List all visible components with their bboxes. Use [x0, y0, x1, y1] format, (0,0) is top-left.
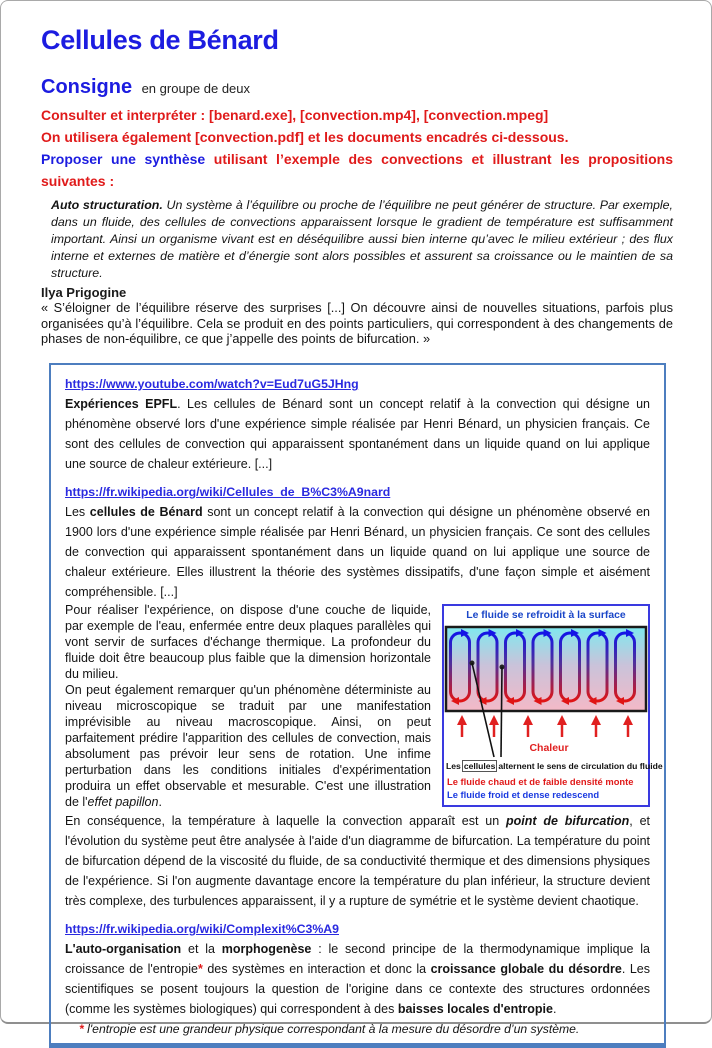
instruction-line-1: Consulter et interpréter : [benard.exe], [convection.mp4], [convection.mpeg] [41, 107, 549, 123]
text-segment: . [552, 1001, 557, 1016]
benard-bold: cellules de Bénard [89, 504, 203, 519]
diagram-caption-cold: Le fluide froid et dense redescend [447, 788, 600, 800]
instruction-red-segment: utilisant l’exemple des convections et illustrant les propositions suivantes : [41, 151, 673, 189]
instruction-blue-segment: Proposer une synthèse [41, 151, 206, 167]
butterfly-pre: On peut également remarquer qu'un phénomène déterministe au niveau microscopique se traduit par une manifestation imprévisible au niveau macroscopique. Ainsi, on peut parfaitement prédire l'apparition des cellules de convection, mais absolument pas prévoir leur sens de rotation. Une infime perturbation dans les conditions initiales d'expérimentation produira un effet observable et mesurable. C'est une illustration de l' [65, 682, 431, 809]
wikipedia-complexite-link[interactable]: https://fr.wikipedia.org/wiki/Complexit%C3%A9 [65, 921, 339, 936]
auto-organisation-bold: L'auto-organisation [65, 941, 182, 956]
youtube-link[interactable]: https://www.youtube.com/watch?v=Eud7uG5JHng [65, 376, 359, 391]
bifurcation-post: , et l'évolution du système peut être analysée à l'aide d'un diagramme de bifurcation. La température du point de bifurcation dépend de la viscosité du fluide, de sa conductivité thermique et des dimensions physiques de l'expérience. Si l'on augmente davantage encore la température du plan inférieur, la structure devient très complexe, des turbulences apparaissent, il y a rupture de symétrie et le système devient chaotique. [65, 813, 650, 908]
auto-structuration-body: Un système à l’équilibre ou proche de l’équilibre ne peut générer de structure. Par exemple, dans un fluide, des cellules de convections apparaissent lorsque le gradient de température est suffisamment important. Ainsi un organisme vivant est en déséquilibre aussi bien interne qu’avec le milieu extérieur ; des flux interne et externes de matière et d’énergie sont alors possibles et assurent sa croissance ou le maintien de sa structure. [51, 198, 673, 280]
documents-box [49, 363, 666, 1048]
text-segment: : le second principe de la thermodynamique implique la croissance de l'entropie [65, 941, 650, 976]
wikipedia-benard-link[interactable]: https://fr.wikipedia.org/wiki/Cellules_de_B%C3%A9nard [65, 484, 391, 499]
paragraph-benard-cells [65, 502, 650, 602]
heat-label: Chaleur [529, 741, 569, 754]
bifurcation-pre: En conséquence, la température à laquelle la convection apparaît est un [65, 813, 506, 828]
consigne-suffix: en groupe de deux [141, 81, 251, 96]
paragraph-epfl [65, 394, 650, 474]
consigne-heading: Consigne [41, 76, 133, 98]
text-segment: des systèmes en interaction et donc la [202, 961, 431, 976]
prigogine-quote: « S’éloigner de l’équilibre réserve des surprises [...] On découvre ainsi de nouvelles situations, parfois plus organisées qu’à l’équilibre. Cela se produit en des points particuliers, qui correspondent à des changements de phases de non-équilibre, ce que j’appelle des points de bifurcation. » [41, 300, 673, 347]
convection-diagram [442, 604, 663, 807]
diagram-top-label: Le fluide se refroidit à la surface [466, 609, 626, 621]
morphogenese-bold: morphogenèse [221, 941, 312, 956]
entropy-asterisk: * [197, 961, 203, 976]
page-title: Cellules de Bénard [41, 25, 279, 55]
convection-cells-graphic [444, 625, 648, 759]
desordre-bold: croissance globale du désordre [430, 961, 622, 976]
butterfly-italic: effet papillon [87, 794, 159, 809]
epfl-text: . Les cellules de Bénard sont un concept relatif à la convection qui désigne un phénomène observé lors d'une expérience simple réalisée par Henri Bénard, un physicien français. Ce sont des cellules de convection qui apparaissent spontanément dans un liquide quand on lui applique une source de chaleur extérieure. [...] [65, 396, 651, 471]
youtube-link-line [65, 374, 650, 394]
paragraph-experiment: Pour réaliser l'expérience, on dispose d'une couche de liquide, par exemple de l'eau, enfermée entre deux plaques parallèles qui vont servir de surfaces d'échange thermique. La profondeur du fluide doit être beaucoup plus faible que la dimension horizontale du milieu. [65, 602, 431, 681]
caption-cells-boxed: cellules [463, 760, 496, 771]
wikipedia-complexite-link-line [65, 919, 650, 939]
caption-cells-post: alternent le sens de circulation du fluide [498, 760, 663, 771]
diagram-caption-cells [444, 759, 663, 773]
diagram-caption-hot: Le fluide chaud et de faible densité monte [447, 775, 634, 787]
text-segment: et la [181, 941, 222, 956]
auto-structuration-lead: Auto structuration. [51, 198, 163, 212]
footnote-text: l'entropie est une grandeur physique correspondant à la mesure du désordre d’un système. [87, 1021, 580, 1036]
benard-pre: Les [65, 504, 90, 519]
auto-structuration-paragraph [51, 197, 673, 282]
entropy-footnote [79, 1021, 650, 1037]
entropie-bold: baisses locales d'entropie [397, 1001, 553, 1016]
instruction-line-2: On utilisera également [convection.pdf] et les documents encadrés ci-dessous. [41, 129, 569, 145]
bifurcation-term: point de bifurcation [505, 813, 630, 828]
butterfly-post: . [158, 794, 162, 809]
footnote-asterisk: * [79, 1021, 88, 1036]
caption-cells-pre: Les [446, 760, 461, 771]
epfl-lead: Expériences EPFL [65, 396, 178, 411]
wikipedia-benard-link-line [65, 482, 650, 502]
paragraph-auto-organisation [65, 939, 650, 1019]
text-segment: . Les scientifiques se posent toujours la question de l'origine dans ce contexte des structures ordonnées (comme les systèmes biologiques) qui correspondent à des [65, 961, 650, 1016]
paragraph-bifurcation [65, 811, 650, 911]
consigne-row [41, 76, 673, 99]
benard-rest: sont un concept relatif à la convection qui désigne un phénomène observé en 1900 lors d'une expérience simple réalisée par Henri Bénard, un physicien français. Ce sont des cellules de convection qui apparaissent spontanément dans un liquide quand on lui applique une source de chaleur extérieure. Elles illustrent la théorie des systèmes dissipatifs, d'une façon simple et aisément compréhensible. [...] [65, 504, 650, 599]
prigogine-name: Ilya Prigogine [41, 285, 127, 300]
instruction-line-3 [41, 148, 673, 192]
heat-arrows [457, 715, 633, 737]
